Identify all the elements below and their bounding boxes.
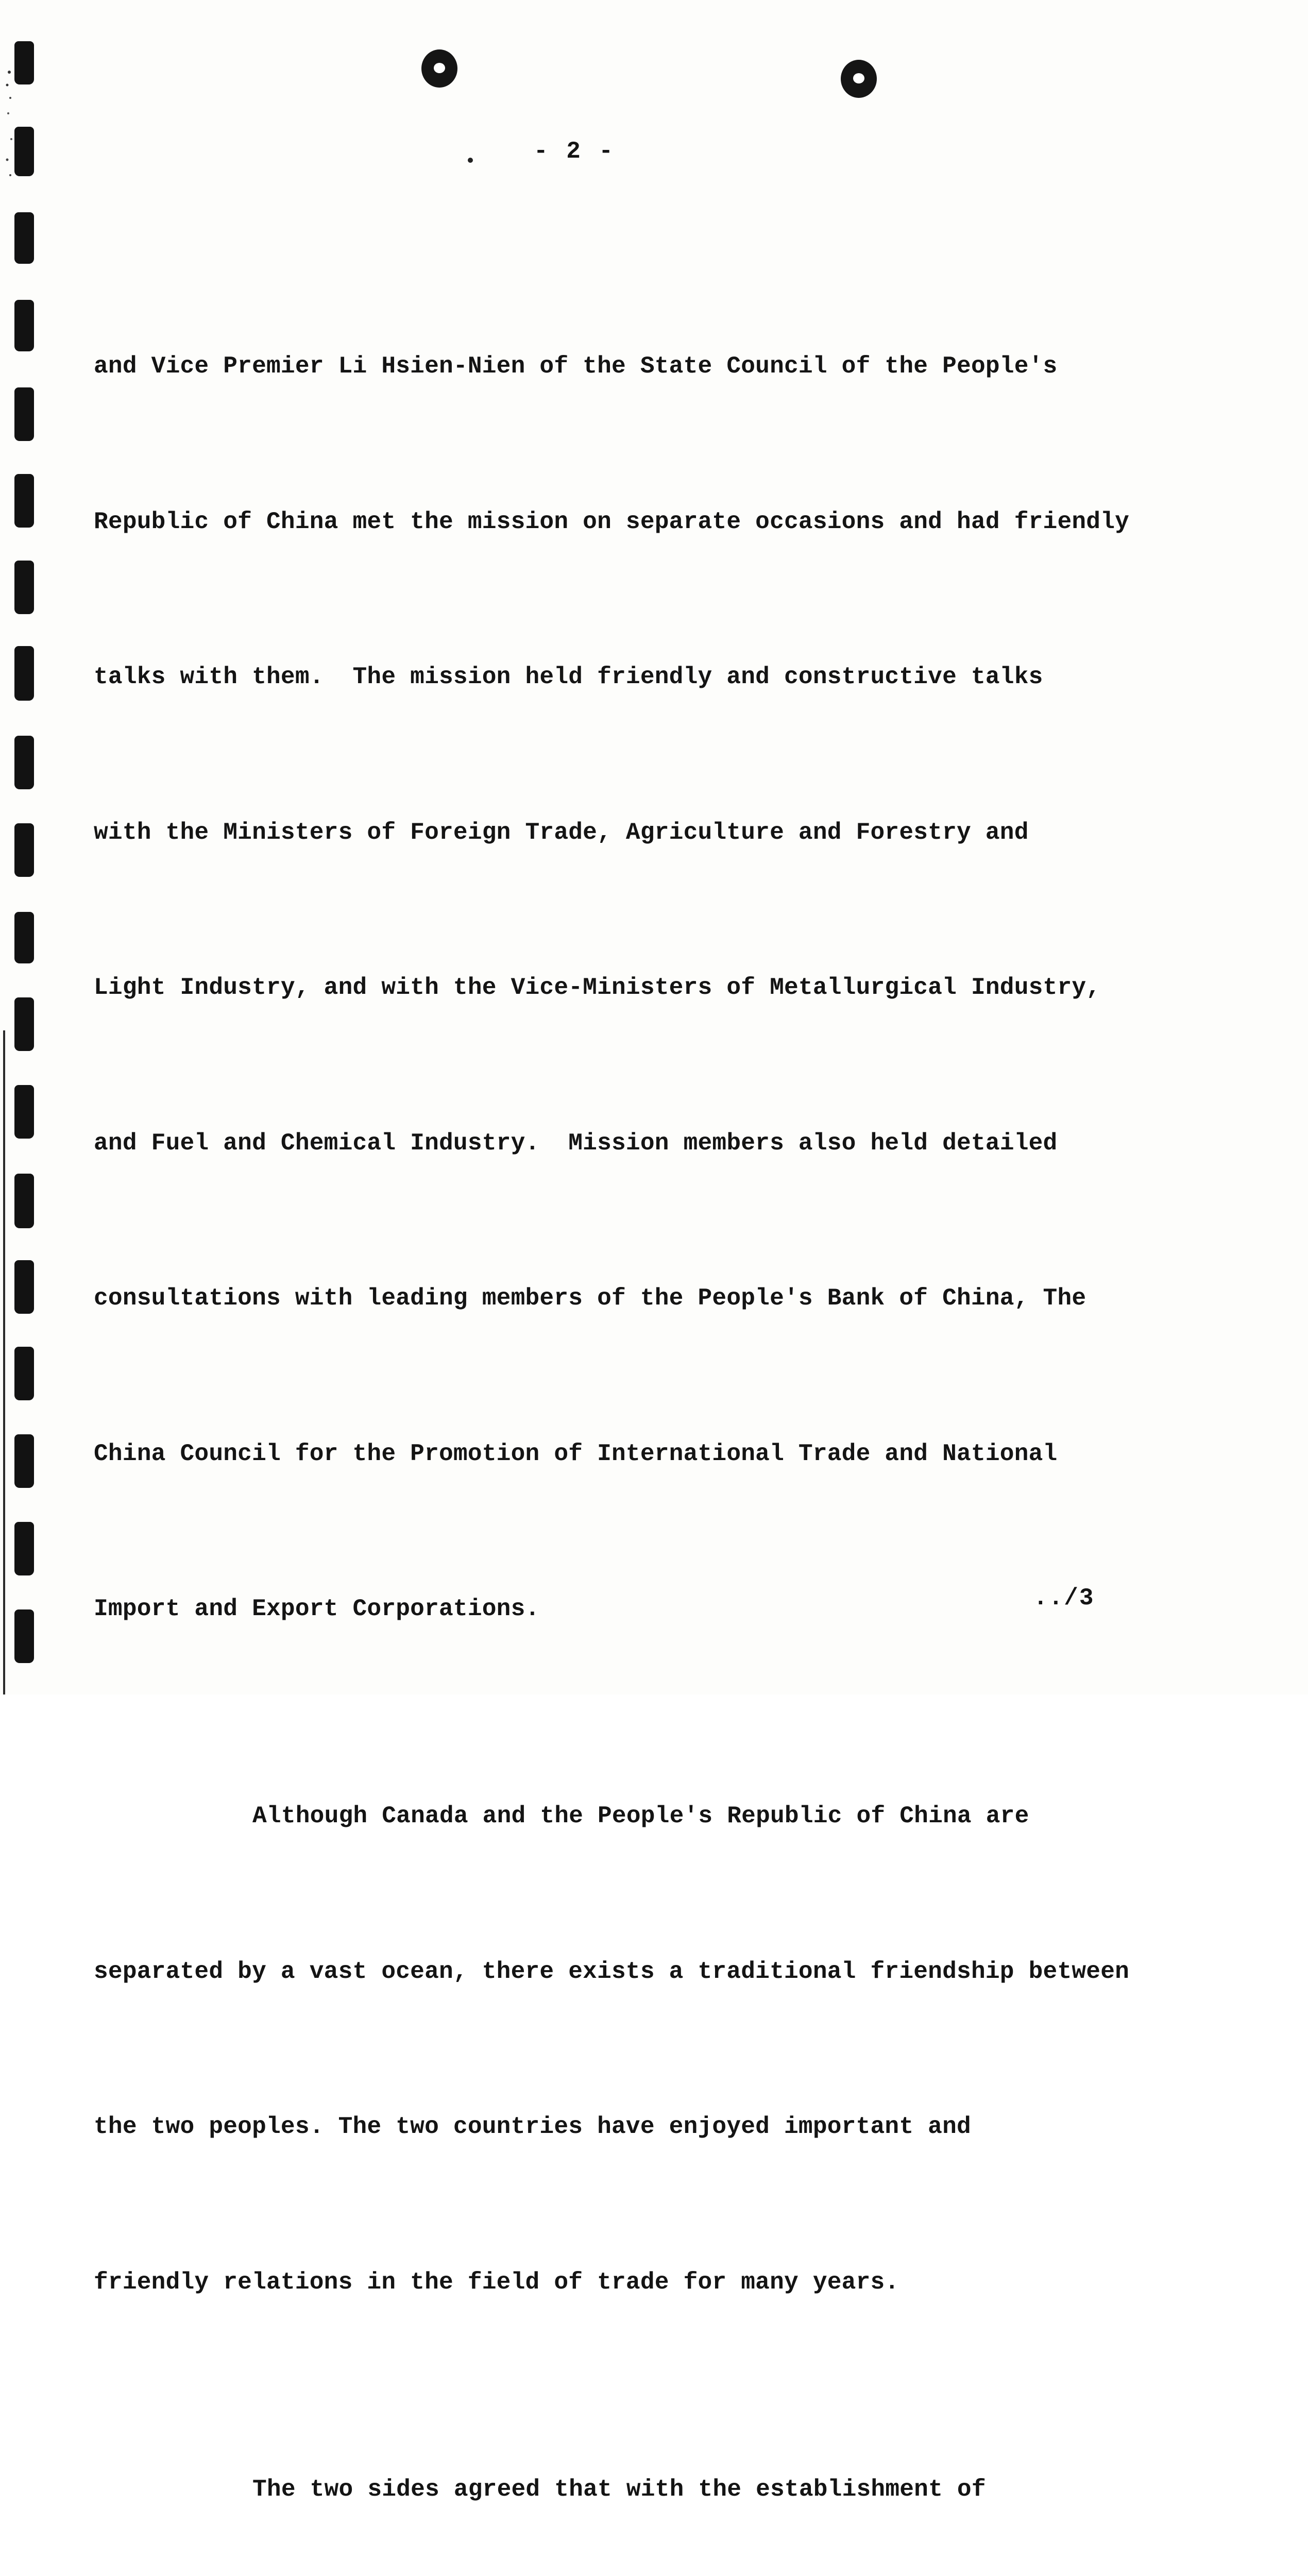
binder-mark bbox=[14, 997, 34, 1051]
text-line: and Fuel and Chemical Industry. Mission members also held detailed bbox=[94, 1129, 1058, 1157]
binder-mark bbox=[14, 212, 34, 264]
binder-mark bbox=[14, 823, 34, 877]
binder-mark bbox=[14, 300, 34, 351]
text-line: and Vice Premier Li Hsien-Nien of the State Council of the People's bbox=[94, 353, 1058, 380]
continuation-marker: ../3 bbox=[1033, 1585, 1095, 1612]
binder-mark bbox=[14, 387, 34, 441]
text-line: The two sides agreed that with the establishment of bbox=[252, 2476, 986, 2503]
text-line: consultations with leading members of the People's Bank of China, The bbox=[94, 1285, 1086, 1312]
text-line: China Council for the Promotion of International Trade and National bbox=[94, 1440, 1058, 1467]
text-line: Light Industry, and with the Vice-Ministers of Metallurgical Industry, bbox=[94, 974, 1101, 1001]
binder-mark bbox=[14, 1434, 34, 1488]
stray-dot bbox=[468, 158, 473, 163]
binder-mark bbox=[14, 127, 34, 176]
binder-edge-line bbox=[3, 1030, 5, 1694]
page-number: - 2 - bbox=[534, 138, 616, 165]
binder-mark bbox=[14, 1085, 34, 1139]
text-line: talks with them. The mission held friendly and constructive talks bbox=[94, 664, 1043, 690]
binder-mark bbox=[14, 1347, 34, 1400]
binder-mark bbox=[14, 1522, 34, 1575]
punch-hole-left bbox=[421, 49, 457, 88]
binder-mark bbox=[14, 646, 34, 701]
binder-mark bbox=[14, 561, 34, 614]
binder-mark bbox=[14, 41, 34, 84]
text-line: Import and Export Corporations. bbox=[94, 1596, 540, 1622]
document-body bbox=[94, 237, 1279, 2576]
text-line: the two peoples. The two countries have enjoyed important and bbox=[94, 2113, 971, 2140]
binder-mark bbox=[14, 1174, 34, 1228]
text-line: Although Canada and the People's Republic of China are bbox=[252, 1803, 1029, 1829]
binder-mark bbox=[14, 736, 34, 789]
binder-mark bbox=[14, 1609, 34, 1663]
text-line: separated by a vast ocean, there exists a traditional friendship between bbox=[94, 1958, 1130, 1985]
binder-mark bbox=[14, 1260, 34, 1314]
binder-mark bbox=[14, 474, 34, 528]
text-line: friendly relations in the field of trade for many years. bbox=[94, 2268, 899, 2296]
text-line: with the Ministers of Foreign Trade, Agriculture and Forestry and bbox=[94, 819, 1029, 846]
punch-hole-right bbox=[841, 60, 877, 98]
binder-mark bbox=[14, 912, 34, 963]
text-line: Republic of China met the mission on separate occasions and had friendly bbox=[94, 508, 1130, 535]
